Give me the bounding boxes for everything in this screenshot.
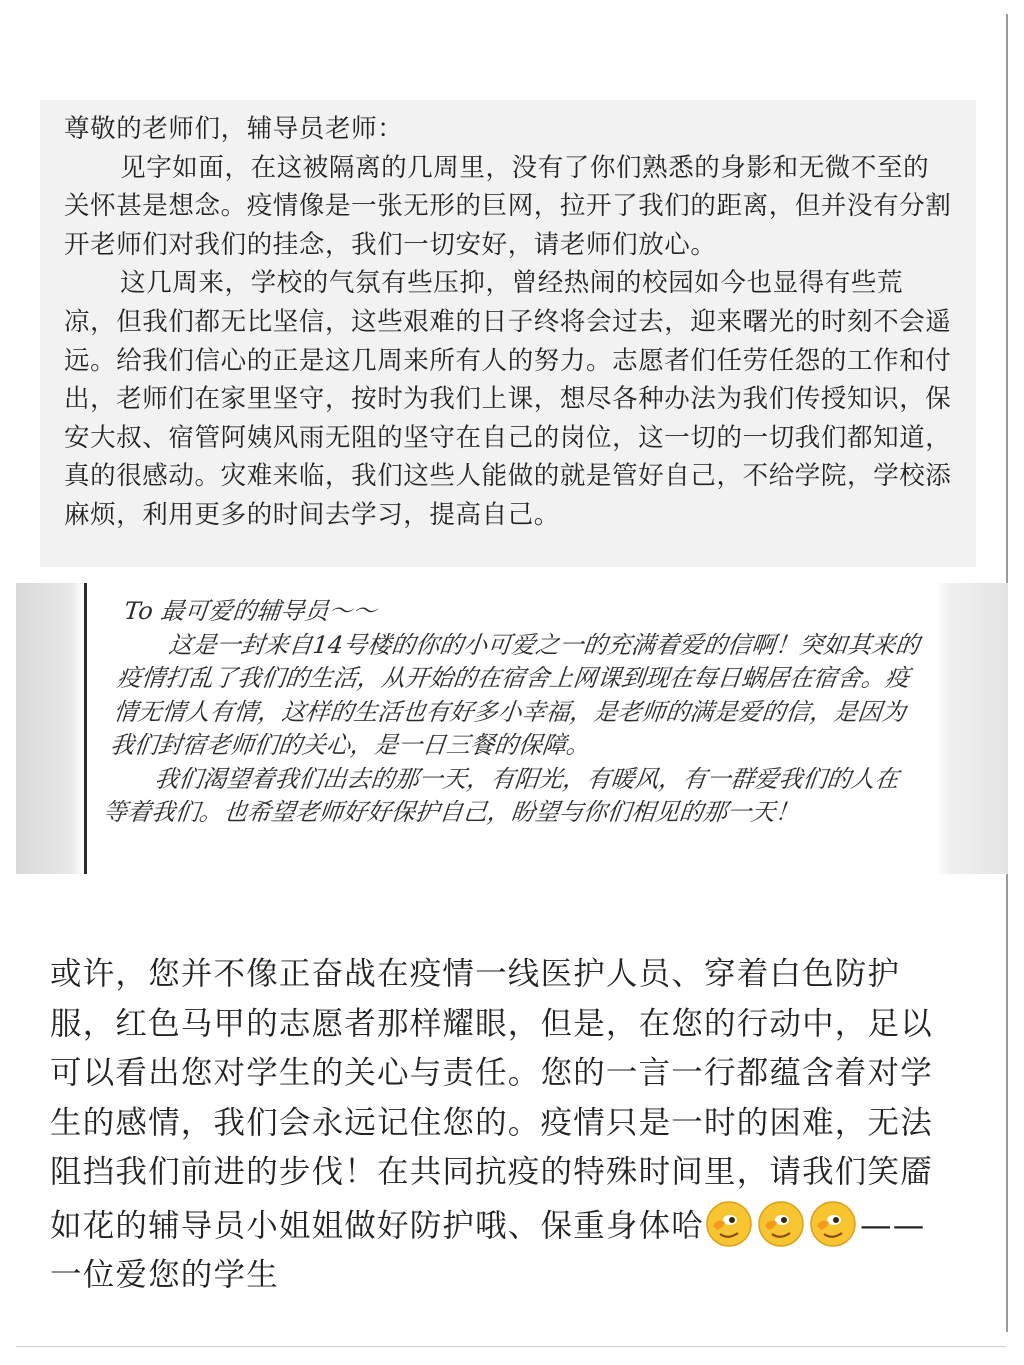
- closing-text: 或许，您并不像正奋战在疫情一线医护人员、穿着白色防护服，红色马甲的志愿者那样耀眼，但是，在您的行动中，足以可以看出您对学生的关心与责任。您的一言一行都蕴含着对学生的感情，我们会永远记住您的。疫情只是一时的困难，无法阻挡我们前进的步伐！在共同抗疫的特殊时间里，请我们笑靥如花的辅导员小姐姐做好防护哦、保重身体哈: [50, 956, 933, 1244]
- note-paragraph-1: 这是一封来自14号楼的你的小可爱之一的充满着爱的信啊！突如其来的疫情打乱了我们的生活，从开始的在宿舍上网课到现在每日蜗居在宿舍。疫情无情人有情，这样的生活也有好多小幸福，是老师的满是爱的信，是因为我们封宿老师们的关心，是一日三餐的保障。: [108, 630, 921, 759]
- letter-paragraph-1: 见字如面，在这被隔离的几周里，没有了你们熟悉的身影和无微不至的关怀甚是想念。疫情像是一张无形的巨网，拉开了我们的距离，但并没有分割开老师们对我们的挂念，我们一切安好，请老师们放心。: [64, 152, 952, 260]
- handwritten-note-content: [101, 595, 936, 830]
- closing-paragraph: [50, 950, 950, 1301]
- notebook-margin-line: [84, 583, 87, 874]
- note-paragraph-2: 我们渴望着我们出去的那一天，有阳光，有暖风，有一群爱我们的人在等着我们。也希望老师好好保护自己，盼望与你们相见的那一天！: [101, 764, 901, 826]
- bottom-divider: [16, 1346, 1006, 1347]
- letter-salutation: 尊敬的老师们，辅导员老师：: [64, 114, 404, 144]
- closing-message: [50, 950, 950, 1301]
- typed-letter: [40, 100, 976, 567]
- letter-paragraph-2: 这几周来，学校的气氛有些压抑，曾经热闹的校园如今也显得有些荒凉，但我们都无比坚信，这些艰难的日子终将会过去，迎来曙光的时刻不会遥远。给我们信心的正是这几周来所有人的努力。志愿者们任劳任怨的工作和付出，老师们在家里坚守，按时为我们上课，想尽各种办法为我们传授知识，保安大叔、宿管阿姨风雨无阻的坚守在自己的岗位，这一切的一切我们都知道，真的很感动。灾难来临，我们这些人能做的就是管好自己，不给学院，学校添麻烦，利用更多的时间去学习，提高自己。: [64, 268, 952, 530]
- note-greeting: To 最可爱的辅导员～～: [122, 597, 379, 625]
- closing-signature: ——一位爱您的学生: [50, 1207, 926, 1293]
- face-emoji-icon: [704, 1198, 754, 1248]
- face-emoji-icon: [808, 1198, 858, 1248]
- face-emoji-icon: [756, 1198, 806, 1248]
- handwritten-note: [16, 583, 1008, 874]
